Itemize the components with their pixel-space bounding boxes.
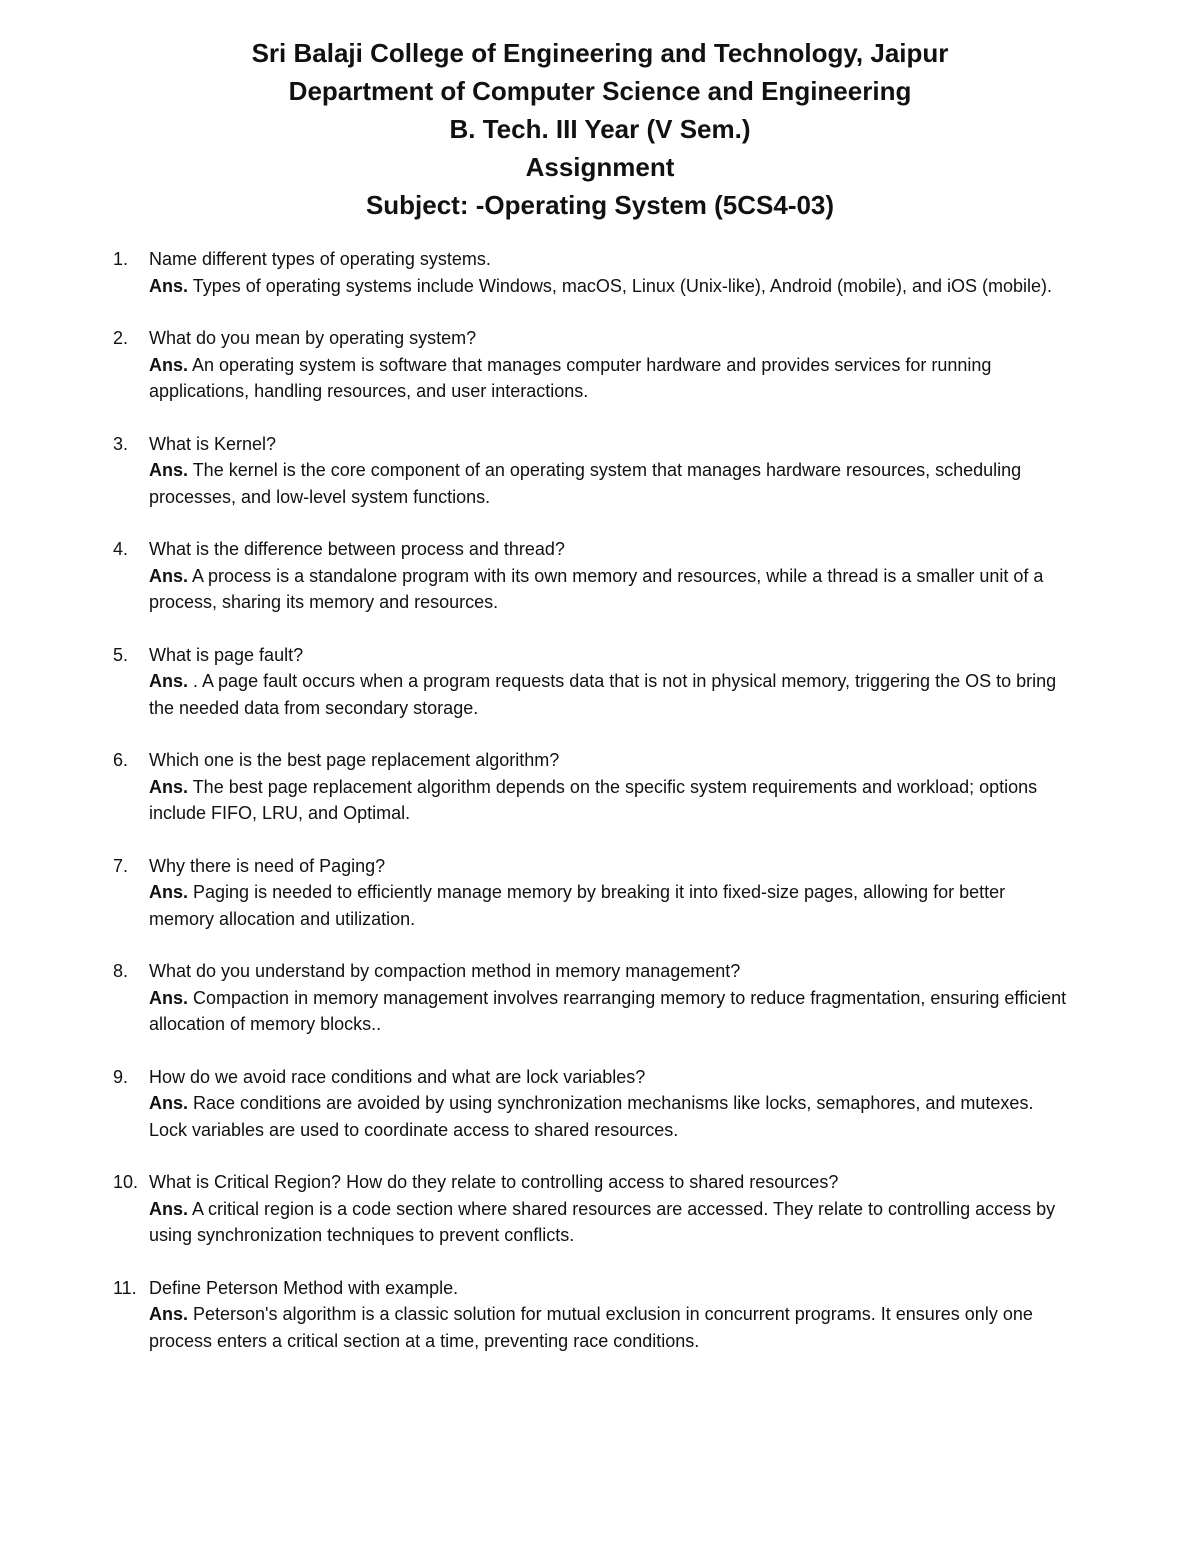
answer-label: Ans. [149,354,189,375]
question-item [113,431,1073,511]
question-list [0,246,1073,1354]
answer-text: Race conditions are avoided by using synchronization mechanisms like locks, semaphores, and mutexes. Lock variables are used to coordinate access to shared resources. [149,1093,1034,1140]
question-item [113,958,1073,1038]
answer-text: . A page fault occurs when a program requests data that is not in physical memory, triggering the OS to bring the needed data from secondary storage. [149,671,1057,718]
subject-title: Subject: -Operating System (5CS4-03) [365,190,835,220]
question-text: Which one is the best page replacement algorithm? [149,750,560,770]
answer-block [149,563,1073,616]
answer-label: Ans. [149,1093,189,1113]
question-text: What do you understand by compaction method in memory management? [149,961,741,981]
question-number: 2. [113,328,129,348]
question-text: What is Kernel? [149,433,277,454]
question-item [113,325,1073,405]
question-item [113,853,1073,933]
question-text: What is the difference between process and thread? [149,539,565,559]
answer-label: Ans. [149,776,189,797]
question-text: Why there is need of Paging? [149,855,386,876]
question-item [113,1275,1073,1355]
question-item [113,246,1073,299]
answer-label: Ans. [149,1198,189,1219]
answer-label: Ans. [149,882,189,902]
document-type: Assignment [525,152,675,182]
answer-block [149,1196,1073,1249]
question-number: 3. [113,433,129,454]
answer-block [149,668,1073,721]
answer-block [149,879,1073,932]
question-text: What is Critical Region? How do they relate to controlling access to shared resources? [149,1172,839,1192]
question-number: 6. [113,750,129,770]
answer-block [149,352,1073,405]
answer-label: Ans. [149,671,189,691]
question-text: How do we avoid race conditions and what are lock variables? [149,1066,646,1087]
question-number: 7. [113,855,129,876]
question-item [113,1169,1073,1249]
question-text: What is page fault? [149,644,304,665]
question-item [113,642,1073,722]
question-text: Define Peterson Method with example. [149,1277,459,1298]
document-header [0,34,1200,224]
answer-block [149,985,1073,1038]
answer-label: Ans. [149,1304,189,1324]
answer-block [149,273,1073,300]
college-name: Sri Balaji College of Engineering and Technology, Jaipur [251,38,949,68]
answer-block [149,1090,1073,1143]
question-number: 4. [113,539,129,559]
answer-label: Ans. [149,565,189,586]
question-text: Name different types of operating systems. [149,249,491,269]
answer-label: Ans. [149,275,189,296]
question-item [113,536,1073,616]
program-year: B. Tech. III Year (V Sem.) [449,114,751,144]
answer-text: Types of operating systems include Windows, macOS, Linux (Unix-like), Android (mobile), and iOS (mobile). [188,275,1053,296]
answer-text: Peterson's algorithm is a classic solution for mutual exclusion in concurrent programs. It ensures only one process enters a critical section at a time, preventing race conditions. [149,1304,1033,1351]
question-number: 11. [113,1277,137,1298]
question-number: 8. [113,961,129,981]
question-number: 1. [113,249,129,269]
answer-block [149,1301,1073,1354]
answer-block [149,774,1073,827]
question-item [113,1064,1073,1144]
question-item [113,747,1073,827]
answer-text: Compaction in memory management involves rearranging memory to reduce fragmentation, ensuring efficient allocation of memory blocks.. [149,987,1067,1034]
answer-text: The best page replacement algorithm depends on the specific system requirements and workload; options include FIFO, LRU, and Optimal. [149,776,1038,823]
answer-label: Ans. [149,460,189,480]
question-text: What do you mean by operating system? [149,328,477,348]
answer-text: A critical region is a code section where shared resources are accessed. They relate to controlling access by using synchronization techniques to prevent conflicts. [149,1198,1056,1245]
answer-block [149,457,1073,510]
answer-text: Paging is needed to efficiently manage memory by breaking it into fixed-size pages, allowing for better memory allocation and utilization. [149,882,1006,929]
answer-text: A process is a standalone program with its own memory and resources, while a thread is a smaller unit of a process, sharing its memory and resources. [149,565,1044,612]
question-number: 9. [113,1066,129,1087]
answer-text: An operating system is software that manages computer hardware and provides services for running applications, handling resources, and user interactions. [149,354,992,401]
question-number: 10. [113,1172,139,1192]
question-number: 5. [113,644,129,665]
department-name: Department of Computer Science and Engineering [288,76,912,106]
answer-text: The kernel is the core component of an operating system that manages hardware resources, scheduling processes, and low-level system functions. [149,460,1022,507]
answer-label: Ans. [149,987,189,1008]
